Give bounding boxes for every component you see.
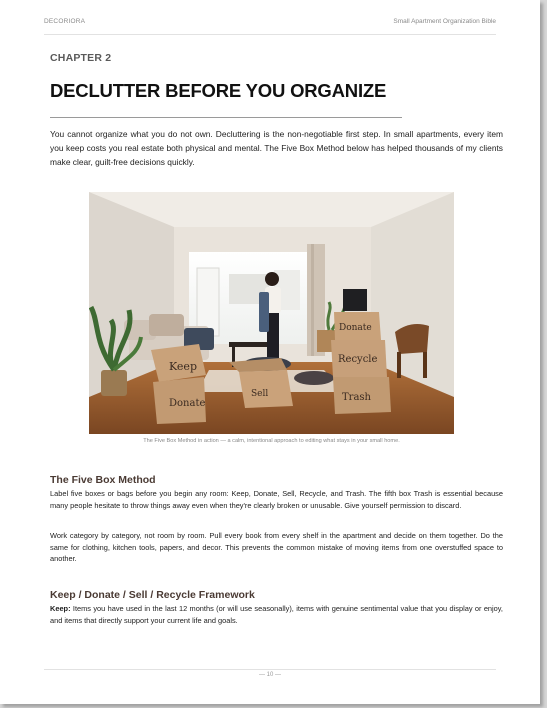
chapter-label: CHAPTER 2	[50, 52, 112, 64]
book-title: Small Apartment Organization Bible	[393, 18, 496, 25]
box-donate-left	[153, 377, 206, 424]
brand-name: DECORIORA	[44, 18, 86, 25]
framework-heading: Keep / Donate / Sell / Recycle Framework	[50, 589, 255, 601]
page-number: — 10 —	[258, 672, 281, 678]
five-box-heading: The Five Box Method	[50, 474, 156, 486]
keep-text: Items you have used in the last 12 months (or will use seasonally), items with genuine sentimental value that you display or enjoy, and items that directly support your current life and goals.	[50, 604, 503, 625]
title-divider	[50, 117, 402, 118]
box-trash	[333, 377, 391, 414]
svg-text:Recycle: Recycle	[338, 354, 378, 365]
keep-label: Keep:	[50, 604, 71, 613]
box-donate-right	[334, 312, 381, 340]
svg-text:Trash: Trash	[342, 392, 371, 403]
svg-text:Donate: Donate	[339, 323, 372, 333]
five-box-paragraph-2: Work category by category, not room by room. Pull every book from every shelf in the apartment and decide on them together. Do the same for clothing, kitchen tools, papers, and decor. This prevents the common mistake of moving items from one overstuffed space to another.	[50, 531, 503, 564]
chapter-title: DECLUTTER BEFORE YOU ORGANIZE	[50, 80, 387, 101]
page-footer	[44, 669, 496, 686]
svg-text:Keep: Keep	[169, 360, 197, 373]
svg-text:Sell: Sell	[251, 389, 269, 399]
photo-caption: The Five Box Method in action — a calm, intentional approach to editing what stays in your small home.	[143, 438, 400, 444]
box-recycle	[331, 340, 387, 377]
decluttering-photo	[89, 192, 454, 434]
keep-paragraph	[50, 603, 503, 626]
svg-text:Donate: Donate	[169, 398, 206, 409]
intro-paragraph: You cannot organize what you do not own. Decluttering is the non-negotiable first step. In small apartments, every item you keep costs you real estate both physical and mental. The Five Box Method below has helped thousands of my clients make clear, guilt-free decisions quickly.	[50, 129, 503, 167]
running-header	[44, 14, 496, 35]
five-box-paragraph-1: Label five boxes or bags before you begin any room: Keep, Donate, Sell, Recycle, and Trash. The fifth box Trash is essential because many people hesitate to throw things away even when they're clearly broken or unusable. Give yourself permission to discard.	[50, 489, 503, 510]
